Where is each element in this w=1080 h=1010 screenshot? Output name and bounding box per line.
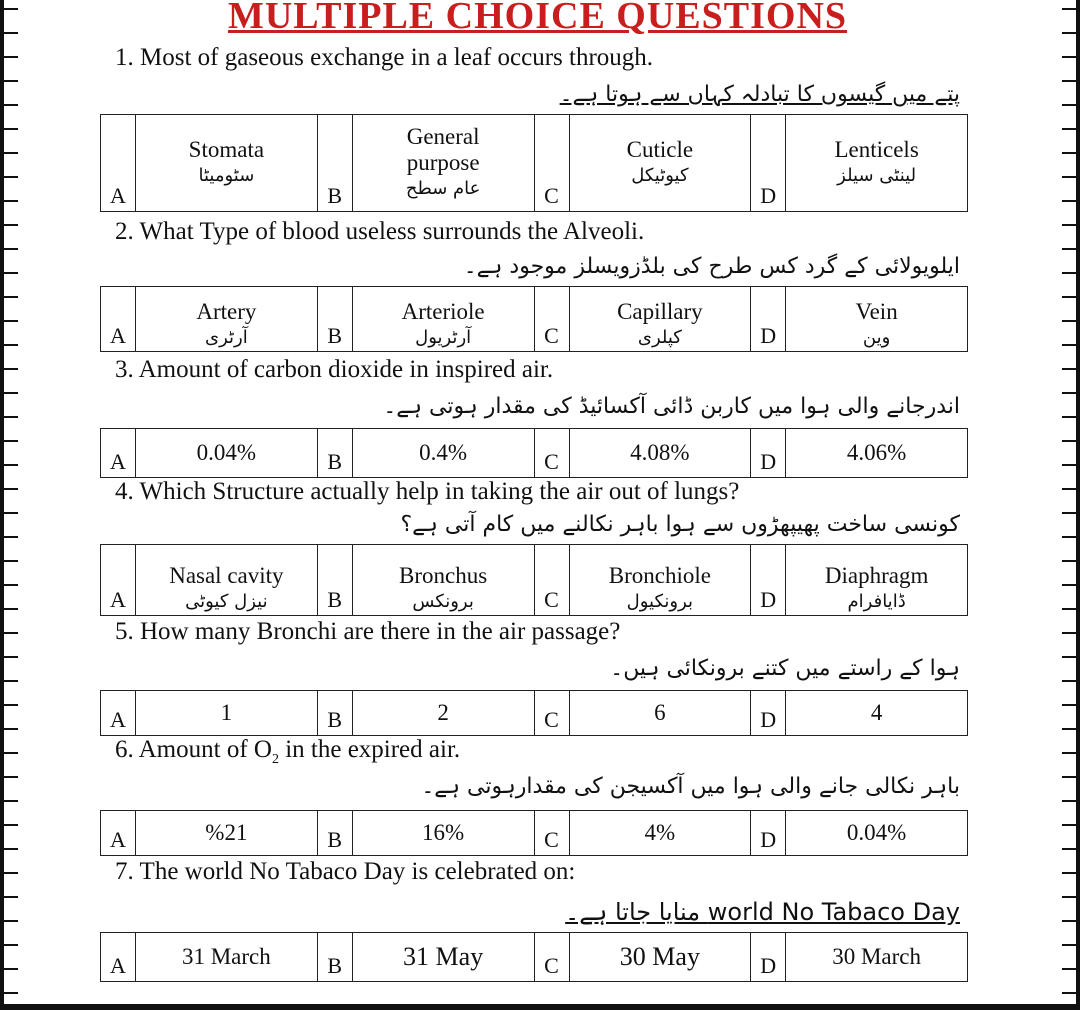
- question-7-options: [100, 932, 968, 982]
- rail-tick: [4, 104, 18, 106]
- question-6-options: [100, 810, 968, 856]
- question-6: 6. Amount of $O_2$ in the expired air.: [115, 736, 461, 767]
- question-6-urdu: باہر نکالی جانے والی ہوا میں آکسیجن کی مقدارہوتی ہے۔: [421, 774, 960, 799]
- rail-tick: [1062, 968, 1076, 970]
- option-d[interactable]: 30 March: [786, 933, 968, 982]
- question-5: 5. How many Bronchi are there in the air passage?: [115, 618, 621, 645]
- question-7: 7. The world No Tabaco Day is celebrated on:: [115, 858, 576, 885]
- question-5-options: [100, 690, 968, 736]
- rail-tick: [4, 224, 18, 226]
- option-d[interactable]: Vein وین: [786, 287, 968, 352]
- option-letter: D: [751, 287, 786, 352]
- option-letter: A: [101, 691, 136, 736]
- option-b[interactable]: General purpose عام سطح: [352, 115, 534, 212]
- rail-tick: [1062, 944, 1076, 946]
- option-letter: C: [534, 429, 569, 478]
- rail-tick: [4, 680, 18, 682]
- rail-tick: [4, 8, 18, 10]
- question-4-options: [100, 544, 968, 616]
- rail-tick: [4, 248, 18, 250]
- option-a[interactable]: Artery آرٹری: [136, 287, 318, 352]
- option-a[interactable]: %21: [136, 811, 318, 856]
- rail-tick: [4, 848, 18, 850]
- option-c[interactable]: Cuticle کیوٹیکل: [569, 115, 751, 212]
- rail-tick: [1062, 608, 1076, 610]
- rail-tick: [1062, 704, 1076, 706]
- rail-tick: [1062, 320, 1076, 322]
- option-a[interactable]: Stomata سٹومیٹا: [136, 115, 318, 212]
- option-letter: A: [101, 811, 136, 856]
- rail-tick: [4, 488, 18, 490]
- rail-tick: [4, 584, 18, 586]
- left-border-rail: [0, 0, 26, 1010]
- option-letter: C: [534, 691, 569, 736]
- rail-tick: [1062, 344, 1076, 346]
- option-letter: D: [751, 545, 786, 616]
- option-letter: D: [751, 429, 786, 478]
- rail-tick: [1062, 224, 1076, 226]
- option-b[interactable]: Bronchus برونکس: [352, 545, 534, 616]
- page-title: MULTIPLE CHOICE QUESTIONS: [227, 0, 848, 37]
- rail-tick: [4, 872, 18, 874]
- option-b[interactable]: Arteriole آرٹریول: [352, 287, 534, 352]
- option-a[interactable]: 0.04%: [136, 429, 318, 478]
- rail-tick: [4, 896, 18, 898]
- question-4-urdu: کونسی ساخت پھیپھڑوں سے ہوا باہر نکالنے میں کام آتی ہے؟: [400, 512, 960, 537]
- bottom-border: [0, 1004, 1080, 1010]
- option-c[interactable]: 6: [569, 691, 751, 736]
- rail-tick: [4, 200, 18, 202]
- option-d[interactable]: 0.04%: [786, 811, 968, 856]
- rail-tick: [4, 128, 18, 130]
- question-5-urdu: ہوا کے راستے میں کتنے برونکائی ہیں۔: [610, 656, 960, 681]
- rail-tick: [1062, 440, 1076, 442]
- rail-tick: [1062, 200, 1076, 202]
- rail-tick: [4, 344, 18, 346]
- rail-tick: [4, 80, 18, 82]
- rail-tick: [1062, 776, 1076, 778]
- option-letter: D: [751, 115, 786, 212]
- rail-tick: [1062, 800, 1076, 802]
- option-b[interactable]: 0.4%: [352, 429, 534, 478]
- rail-tick: [4, 176, 18, 178]
- rail-tick: [1062, 272, 1076, 274]
- rail-tick: [4, 824, 18, 826]
- rail-tick: [1062, 824, 1076, 826]
- option-letter: A: [101, 287, 136, 352]
- rail-tick: [4, 464, 18, 466]
- rail-tick: [4, 776, 18, 778]
- rail-tick: [4, 392, 18, 394]
- rail-tick: [4, 920, 18, 922]
- rail-tick: [4, 992, 18, 994]
- option-letter: D: [751, 811, 786, 856]
- rail-tick: [1062, 920, 1076, 922]
- option-c[interactable]: 4.08%: [569, 429, 751, 478]
- rail-tick: [1062, 488, 1076, 490]
- question-2-options: [100, 286, 968, 352]
- rail-tick: [4, 56, 18, 58]
- option-c[interactable]: 30 May: [569, 933, 751, 982]
- rail-tick: [4, 800, 18, 802]
- rail-tick: [1062, 248, 1076, 250]
- question-3-urdu: اندرجانے والی ہوا میں کاربن ڈائی آکسائیڈ کی مقدار ہوتی ہے۔: [383, 394, 960, 419]
- question-3-options: [100, 428, 968, 478]
- rail-tick: [4, 944, 18, 946]
- option-letter: A: [101, 429, 136, 478]
- rail-tick: [4, 296, 18, 298]
- rail-tick: [4, 704, 18, 706]
- rail-tick: [4, 320, 18, 322]
- rail-tick: [1062, 560, 1076, 562]
- rail-tick: [1062, 680, 1076, 682]
- rail-tick: [1062, 392, 1076, 394]
- rail-tick: [4, 656, 18, 658]
- option-d[interactable]: 4.06%: [786, 429, 968, 478]
- rail-tick: [4, 32, 18, 34]
- option-c[interactable]: Capillary کپلری: [569, 287, 751, 352]
- rail-tick: [4, 560, 18, 562]
- option-letter: B: [317, 691, 352, 736]
- rail-tick: [1062, 104, 1076, 106]
- rail-tick: [1062, 848, 1076, 850]
- option-b[interactable]: 16%: [352, 811, 534, 856]
- option-b[interactable]: 2: [352, 691, 534, 736]
- rail-tick: [1062, 464, 1076, 466]
- option-a[interactable]: 1: [136, 691, 318, 736]
- rail-tick: [4, 512, 18, 514]
- rail-tick: [1062, 872, 1076, 874]
- question-1-options: [100, 114, 968, 212]
- rail-tick: [4, 152, 18, 154]
- rail-tick: [4, 536, 18, 538]
- option-letter: D: [751, 691, 786, 736]
- rail-tick: [1062, 632, 1076, 634]
- question-7-urdu: world No Tabaco Day منایا جاتا ہے۔: [565, 898, 960, 926]
- rail-tick: [4, 368, 18, 370]
- rail-tick: [4, 416, 18, 418]
- option-b[interactable]: 31 May: [352, 933, 534, 982]
- rail-tick: [1062, 752, 1076, 754]
- option-letter: B: [317, 429, 352, 478]
- option-letter: C: [534, 933, 569, 982]
- rail-tick: [1062, 896, 1076, 898]
- rail-tick: [1062, 512, 1076, 514]
- rail-tick: [4, 968, 18, 970]
- question-4: 4. Which Structure actually help in taking the air out of lungs?: [115, 478, 740, 505]
- rail-tick: [1062, 128, 1076, 130]
- question-1: 1. Most of gaseous exchange in a leaf occurs through.: [115, 44, 654, 71]
- option-letter: C: [534, 115, 569, 212]
- option-letter: B: [317, 933, 352, 982]
- option-letter: B: [317, 287, 352, 352]
- option-c[interactable]: Bronchiole برونکیول: [569, 545, 751, 616]
- option-letter: B: [317, 115, 352, 212]
- option-a[interactable]: 31 March: [136, 933, 318, 982]
- option-d[interactable]: 4: [786, 691, 968, 736]
- question-3: 3. Amount of carbon dioxide in inspired air.: [115, 356, 554, 383]
- option-letter: A: [101, 545, 136, 616]
- option-a[interactable]: Nasal cavity نیزل کیوٹی: [136, 545, 318, 616]
- rail-tick: [1062, 8, 1076, 10]
- rail-tick: [1062, 176, 1076, 178]
- rail-tick: [4, 752, 18, 754]
- rail-tick: [1062, 728, 1076, 730]
- option-letter: A: [101, 933, 136, 982]
- option-letter: B: [317, 811, 352, 856]
- question-2-urdu: ایلویولائی کے گرد کس طرح کی بلڈزویسلز موجود ہے۔: [463, 254, 960, 279]
- rail-tick: [1062, 80, 1076, 82]
- rail-tick: [4, 272, 18, 274]
- option-letter: C: [534, 287, 569, 352]
- right-border-rail: [1054, 0, 1080, 1010]
- option-letter: C: [534, 811, 569, 856]
- rail-tick: [1062, 536, 1076, 538]
- rail-tick: [1062, 152, 1076, 154]
- rail-tick: [4, 440, 18, 442]
- option-letter: B: [317, 545, 352, 616]
- option-letter: D: [751, 933, 786, 982]
- rail-tick: [4, 728, 18, 730]
- option-d[interactable]: Diaphragm ڈایافرام: [786, 545, 968, 616]
- rail-tick: [1062, 656, 1076, 658]
- question-1-urdu: پتے میں گیسوں کا تبادلہ کہاں سے ہوتا ہے۔: [559, 82, 960, 107]
- rail-tick: [1062, 368, 1076, 370]
- rail-tick: [1062, 296, 1076, 298]
- rail-tick: [4, 632, 18, 634]
- option-letter: A: [101, 115, 136, 212]
- rail-tick: [1062, 416, 1076, 418]
- rail-tick: [1062, 992, 1076, 994]
- rail-tick: [1062, 32, 1076, 34]
- question-2: 2. What Type of blood useless surrounds the Alveoli.: [115, 218, 645, 245]
- option-letter: C: [534, 545, 569, 616]
- rail-tick: [1062, 56, 1076, 58]
- option-d[interactable]: Lenticels لینٹی سیلز: [786, 115, 968, 212]
- rail-tick: [4, 608, 18, 610]
- option-c[interactable]: 4%: [569, 811, 751, 856]
- rail-tick: [1062, 584, 1076, 586]
